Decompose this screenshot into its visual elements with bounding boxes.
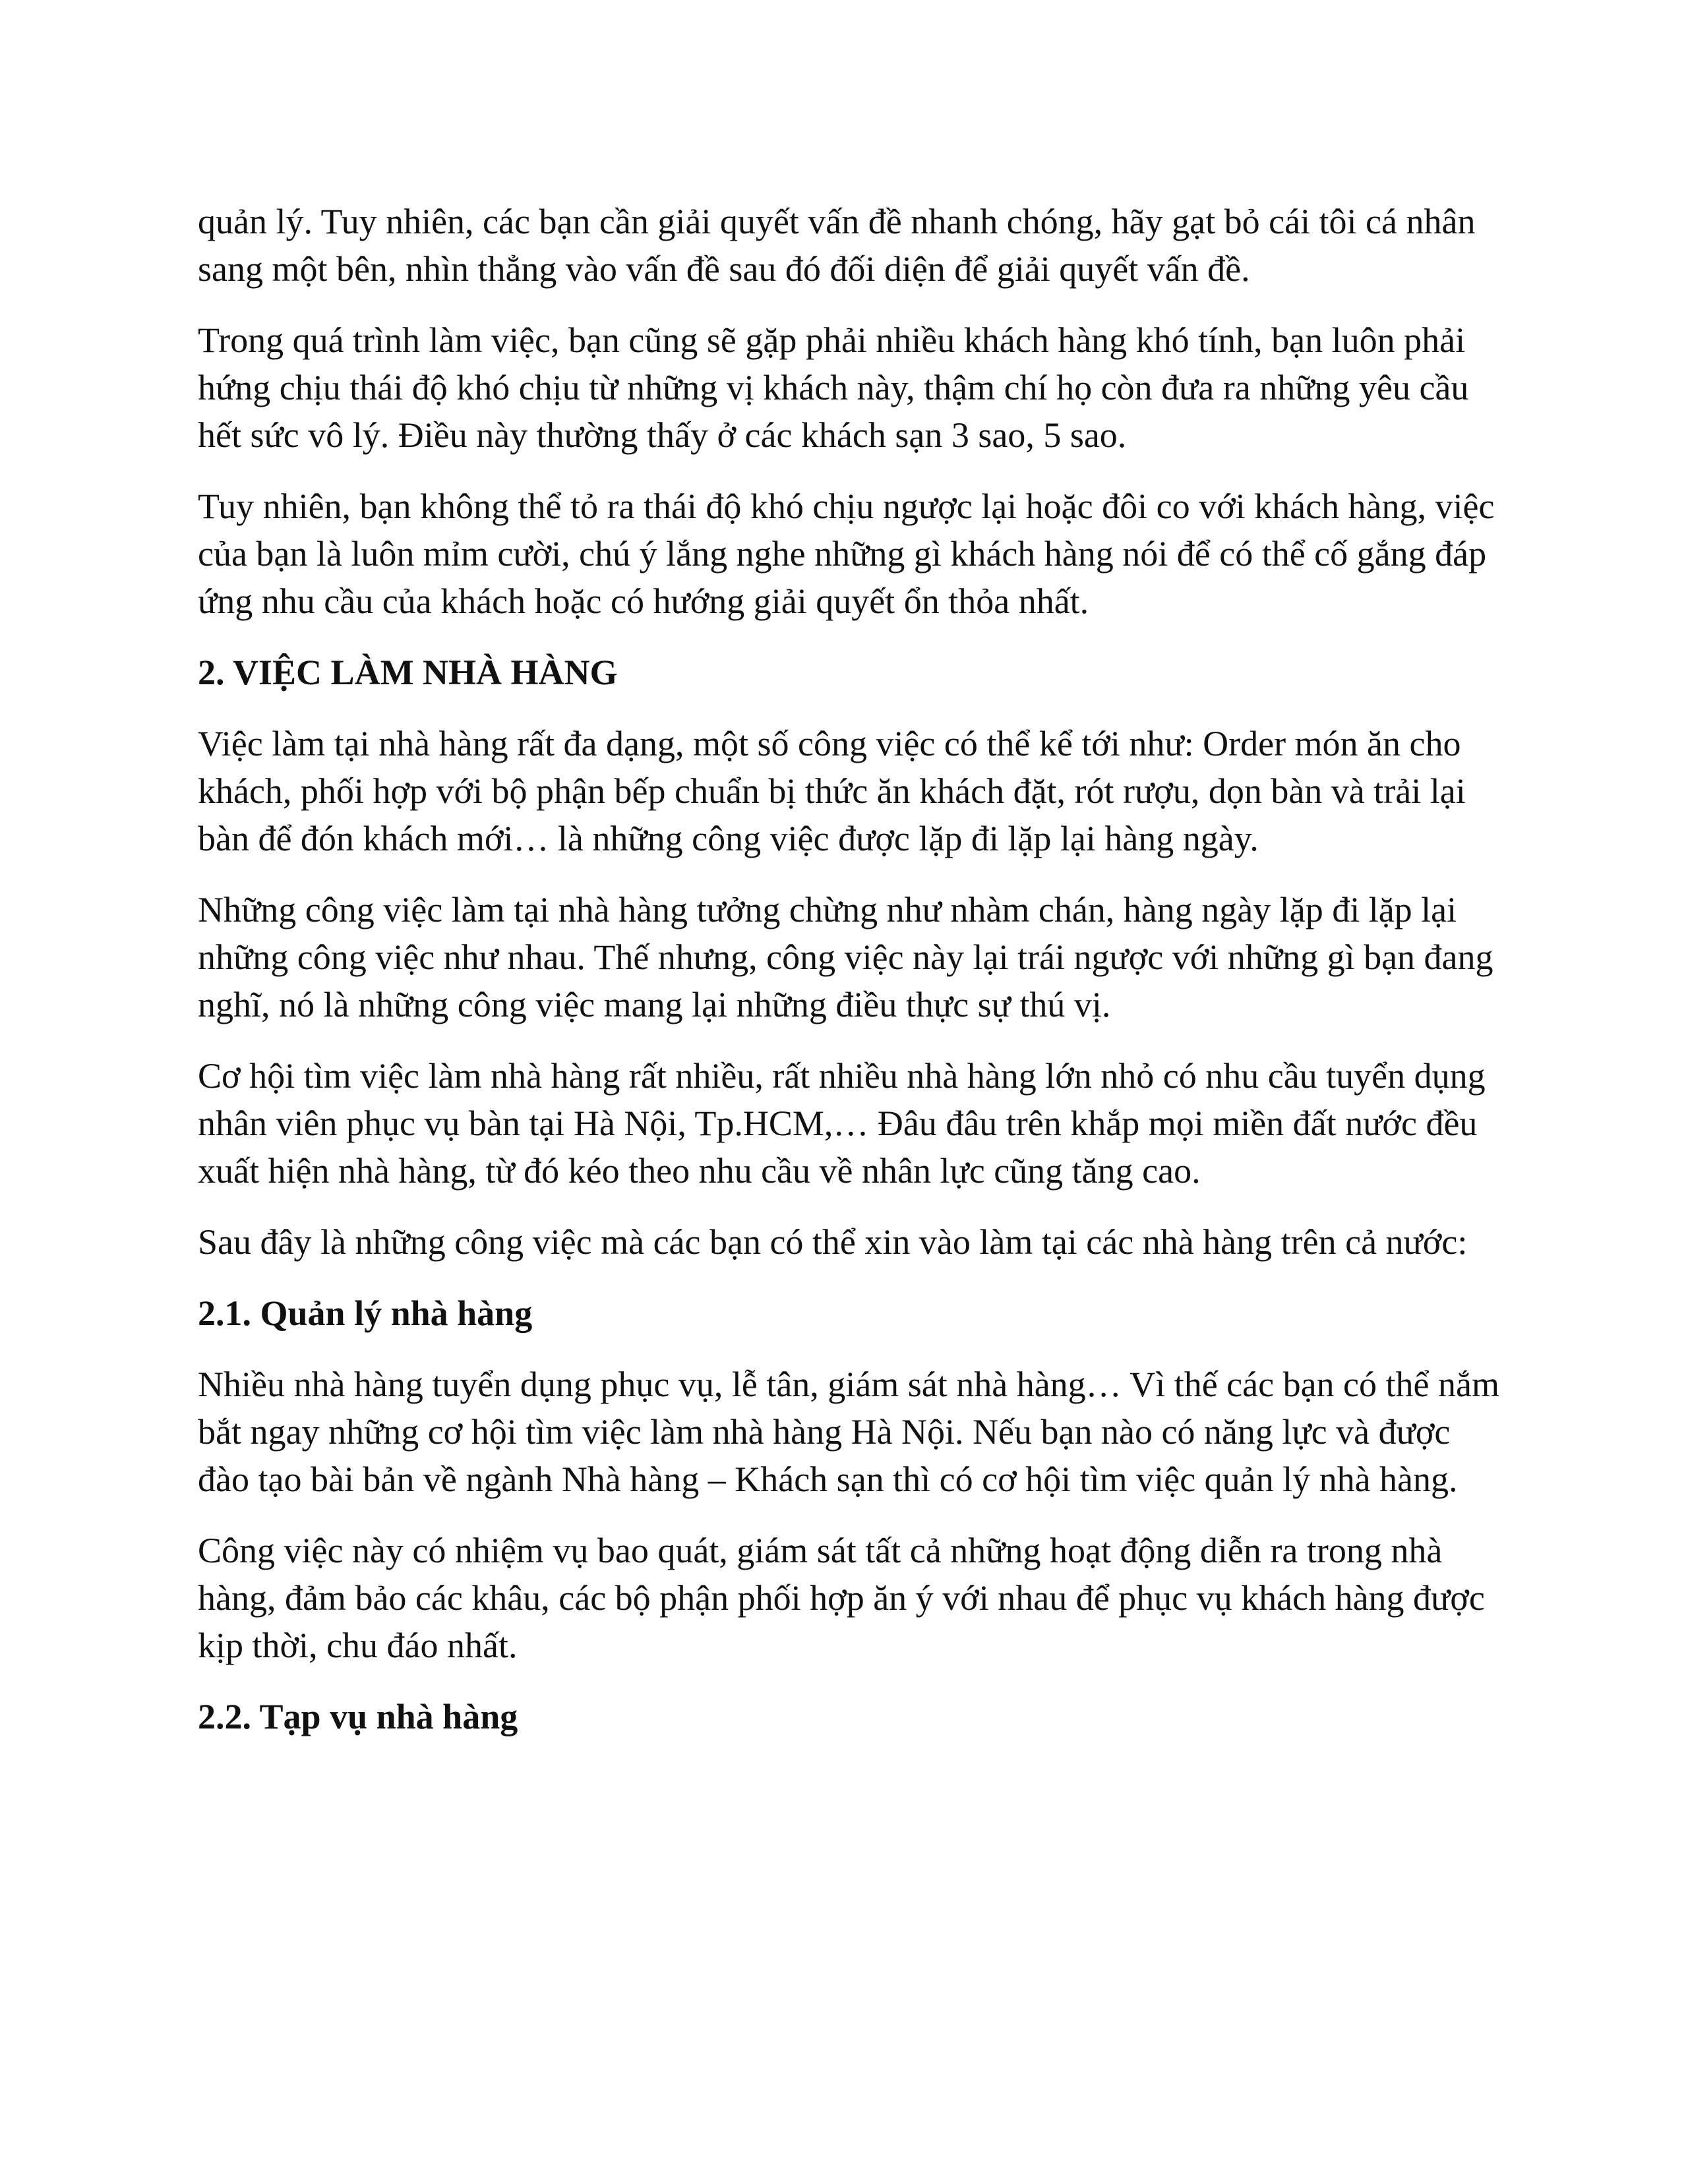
paragraph: Việc làm tại nhà hàng rất đa dạng, một số công việc có thể kể tới như: Order món ăn cho khách, phối hợp với bộ phận bếp chuẩn bị thức ăn khách đặt, rót rượu, dọn bàn và trải lại bàn để đón khách mới… là những công việc được lặp đi lặp lại hàng ngày. [198, 724, 1466, 858]
subsection-heading: 2.2. Tạp vụ nhà hàng [198, 1697, 518, 1736]
paragraph: Những công việc làm tại nhà hàng tưởng chừng như nhàm chán, hàng ngày lặp đi lặp lại những công việc như nhau. Thế nhưng, công việc này lại trái ngược với những gì bạn đang nghĩ, nó là những công việc mang lại những điều thực sự thú vị. [198, 890, 1493, 1024]
paragraph: quản lý. Tuy nhiên, các bạn cần giải quyết vấn đề nhanh chóng, hãy gạt bỏ cái tôi cá nhân sang một bên, nhìn thẳng vào vấn đề sau đó đối diện để giải quyết vấn đề. [198, 202, 1476, 289]
paragraph: Công việc này có nhiệm vụ bao quát, giám sát tất cả những hoạt động diễn ra trong nhà hàng, đảm bảo các khâu, các bộ phận phối hợp ăn ý với nhau để phục vụ khách hàng được kịp thời, chu đáo nhất. [198, 1531, 1485, 1665]
subsection-heading: 2.1. Quản lý nhà hàng [198, 1293, 533, 1333]
paragraph: Trong quá trình làm việc, bạn cũng sẽ gặp phải nhiều khách hàng khó tính, bạn luôn phải hứng chịu thái độ khó chịu từ những vị khách này, thậm chí họ còn đưa ra những yêu cầu hết sức vô lý. Điều này thường thấy ở các khách sạn 3 sao, 5 sao. [198, 320, 1469, 455]
section-heading: 2. VIỆC LÀM NHÀ HÀNG [198, 653, 618, 692]
paragraph: Cơ hội tìm việc làm nhà hàng rất nhiều, rất nhiều nhà hàng lớn nhỏ có nhu cầu tuyển dụng nhân viên phục vụ bàn tại Hà Nội, Tp.HCM,… Đâu đâu trên khắp mọi miền đất nước đều xuất hiện nhà hàng, từ đó kéo theo nhu cầu về nhân lực cũng tăng cao. [198, 1056, 1486, 1191]
paragraph: Tuy nhiên, bạn không thể tỏ ra thái độ khó chịu ngược lại hoặc đôi co với khách hàng, việc của bạn là luôn mỉm cười, chú ý lắng nghe những gì khách hàng nói để có thể cố gắng đáp ứng nhu cầu của khách hoặc có hướng giải quyết ổn thỏa nhất. [198, 487, 1495, 621]
paragraph: Nhiều nhà hàng tuyển dụng phục vụ, lễ tân, giám sát nhà hàng… Vì thế các bạn có thể nắm bắt ngay những cơ hội tìm việc làm nhà hàng Hà Nội. Nếu bạn nào có năng lực và được đào tạo bài bản về ngành Nhà hàng – Khách sạn thì có cơ hội tìm việc quản lý nhà hàng. [198, 1365, 1499, 1499]
document-page [198, 198, 1510, 1764]
paragraph: Sau đây là những công việc mà các bạn có thể xin vào làm tại các nhà hàng trên cả nước: [198, 1222, 1468, 1262]
